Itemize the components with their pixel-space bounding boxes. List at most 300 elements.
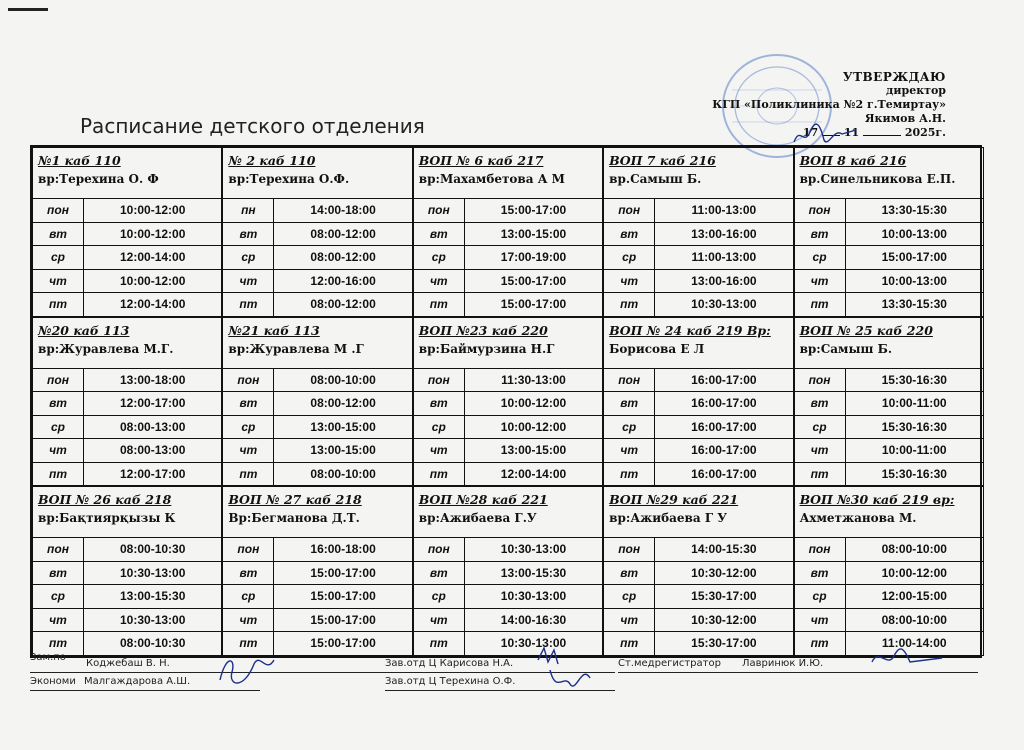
schedule-block <box>603 486 793 656</box>
hours-cell: 16:00-17:00 <box>691 443 757 458</box>
hours-cell: 15:00-17:00 <box>500 203 567 218</box>
hours-cell: 10:30-12:00 <box>691 612 757 627</box>
hours-cell: 15:30-16:30 <box>881 372 947 387</box>
schedule-row <box>604 631 792 655</box>
weekday-cell: ср <box>223 416 274 439</box>
hours-cell: 10:30-13:00 <box>120 565 186 580</box>
weekday-cell: чт <box>795 609 846 632</box>
schedule-block <box>603 147 793 317</box>
schedule-row <box>795 222 983 246</box>
schedule-row <box>604 222 792 246</box>
schedule-row <box>33 391 221 415</box>
weekday-cell: чт <box>33 439 84 462</box>
schedule-row <box>33 631 221 655</box>
schedule-row <box>414 222 602 246</box>
schedule-block <box>32 147 222 317</box>
weekday-cell: пон <box>414 369 465 392</box>
schedule-row <box>414 245 602 269</box>
block-header <box>604 318 792 368</box>
weekday-cell: ср <box>33 585 84 608</box>
doctor-name: вр:Самыш Б. <box>799 341 893 356</box>
weekday-cell: ср <box>414 416 465 439</box>
doctor-name: вр:Бақтиярқызы К <box>38 511 176 525</box>
schedule-row <box>223 368 411 392</box>
schedule-block <box>222 317 412 487</box>
weekday-cell: ср <box>223 246 274 269</box>
schedule-row <box>414 269 602 293</box>
zam-underline <box>30 672 385 673</box>
schedule-row <box>604 462 792 486</box>
hours-cell: 16:00-17:00 <box>691 372 757 387</box>
schedule-row <box>414 608 602 632</box>
weekday-cell: пт <box>223 293 274 316</box>
approval-date-month: 11 <box>843 126 860 139</box>
hours-cell: 08:00-10:00 <box>310 466 376 481</box>
zav1-label: Зав.отд Ц Карисова Н.А. <box>385 658 514 669</box>
hours-cell: 08:00-12:00 <box>310 297 376 312</box>
schedule-block <box>413 486 603 656</box>
hours-cell: 10:00-12:00 <box>500 396 567 411</box>
schedule-block <box>32 317 222 487</box>
weekday-cell: ср <box>414 246 465 269</box>
schedule-row <box>33 292 221 316</box>
weekday-cell: пт <box>414 632 465 655</box>
hours-cell: 15:00-17:00 <box>500 297 567 312</box>
schedule-row <box>223 222 411 246</box>
hours-cell: 13:00-15:30 <box>120 589 186 604</box>
weekday-cell: вт <box>795 392 846 415</box>
block-header <box>223 318 411 368</box>
block-header <box>33 318 221 368</box>
weekday-cell: пт <box>795 632 846 655</box>
hours-cell: 14:00-18:00 <box>310 203 376 218</box>
hours-cell: 13:00-16:00 <box>691 273 757 288</box>
hours-cell: 15:00-17:00 <box>500 273 567 288</box>
schedule-row <box>33 198 221 222</box>
schedule-row <box>33 269 221 293</box>
doctor-name: вр:Журавлева М.Г. <box>38 341 174 356</box>
doctor-name: вр.Синельникова Е.П. <box>799 172 956 186</box>
weekday-cell: пон <box>414 538 465 561</box>
schedule-row <box>414 198 602 222</box>
block-header <box>414 487 602 537</box>
approval-date-day: 17 <box>802 126 819 139</box>
schedule-row <box>223 391 411 415</box>
weekday-cell: чт <box>33 270 84 293</box>
schedule-row <box>795 561 983 585</box>
hours-cell: 10:00-12:00 <box>120 273 186 288</box>
doctor-name: Вр:Бегманова Д.Т. <box>228 511 360 525</box>
weekday-cell: чт <box>795 439 846 462</box>
block-header <box>604 487 792 537</box>
schedule-row <box>795 537 983 561</box>
schedule-row <box>604 292 792 316</box>
schedule-row <box>414 462 602 486</box>
weekday-cell: чт <box>223 270 274 293</box>
weekday-cell: пон <box>604 538 655 561</box>
schedule-row <box>604 245 792 269</box>
weekday-cell: чт <box>604 270 655 293</box>
weekday-cell: пон <box>795 538 846 561</box>
weekday-cell: пт <box>795 463 846 486</box>
hours-cell: 11:00-13:00 <box>691 250 757 265</box>
doctor-name: вр:Терехина О. Ф <box>38 172 159 186</box>
hours-cell: 11:00-13:00 <box>691 203 757 218</box>
hours-cell: 12:00-14:00 <box>120 250 186 265</box>
schedule-row <box>223 245 411 269</box>
weekday-cell: вт <box>604 562 655 585</box>
schedule-row <box>604 415 792 439</box>
weekday-cell: пон <box>33 538 84 561</box>
schedule-row <box>33 245 221 269</box>
hours-cell: 10:00-12:00 <box>120 226 186 241</box>
signature-footer <box>30 652 982 696</box>
weekday-cell: вт <box>795 223 846 246</box>
doctor-name: вр:Баймурзина Н.Г <box>418 341 555 356</box>
weekday-cell: пт <box>223 632 274 655</box>
schedule-row <box>604 438 792 462</box>
doctor-name: вр:Журавлева М .Г <box>228 341 364 356</box>
registrar-signature <box>866 646 946 672</box>
schedule-row <box>414 561 602 585</box>
weekday-cell: пт <box>33 293 84 316</box>
weekday-cell: пн <box>223 199 274 222</box>
schedule-block <box>794 147 984 317</box>
approval-title: УТВЕРЖДАЮ <box>842 70 946 84</box>
hours-cell: 12:00-17:00 <box>120 466 186 481</box>
schedule-row <box>33 561 221 585</box>
hours-cell: 15:30-16:30 <box>881 466 947 481</box>
schedule-row <box>414 368 602 392</box>
schedule-row <box>604 269 792 293</box>
zam-signature <box>210 650 280 694</box>
hours-cell: 13:00-15:30 <box>500 565 567 580</box>
schedule-row <box>33 537 221 561</box>
doctor-name: Ахметжанова М. <box>799 511 917 525</box>
schedule-row <box>223 537 411 561</box>
weekday-cell: вт <box>604 223 655 246</box>
weekday-cell: пт <box>33 632 84 655</box>
zam-name: Коджебаш В. Н. <box>86 658 170 669</box>
hours-cell: 08:00-12:00 <box>310 250 376 265</box>
schedule-block <box>413 317 603 487</box>
hours-cell: 16:00-18:00 <box>310 542 376 557</box>
hours-cell: 15:30-17:00 <box>691 589 757 604</box>
schedule-row <box>604 608 792 632</box>
schedule-row <box>223 438 411 462</box>
hours-cell: 12:00-14:00 <box>120 297 186 312</box>
weekday-cell: пт <box>33 463 84 486</box>
block-header <box>33 487 221 537</box>
schedule-block <box>222 147 412 317</box>
doctor-name: вр.Самыш Б. <box>609 172 702 186</box>
hours-cell: 08:00-10:00 <box>310 372 376 387</box>
hours-cell: 08:00-10:30 <box>120 542 186 557</box>
schedule-row <box>414 584 602 608</box>
schedule-row <box>795 584 983 608</box>
hours-cell: 08:00-10:30 <box>120 636 186 651</box>
weekday-cell: вт <box>414 392 465 415</box>
schedule-row <box>414 415 602 439</box>
hours-cell: 13:00-15:00 <box>310 443 376 458</box>
weekday-cell: чт <box>604 609 655 632</box>
block-header <box>414 148 602 198</box>
cabinet-label: ВОП № 26 каб 218 <box>38 492 172 507</box>
weekday-cell: пон <box>33 369 84 392</box>
cabinet-label: №21 каб 113 <box>228 322 320 338</box>
schedule-row <box>795 415 983 439</box>
hours-cell: 15:00-17:00 <box>310 565 376 580</box>
cabinet-label: ВОП №28 каб 221 <box>418 492 548 507</box>
weekday-cell: ср <box>33 246 84 269</box>
schedule-row <box>795 245 983 269</box>
doctor-name: вр:Терехина О.Ф. <box>228 172 350 186</box>
hours-cell: 13:00-18:00 <box>120 372 186 387</box>
weekday-cell: чт <box>414 609 465 632</box>
hours-cell: 10:30-13:00 <box>500 636 567 651</box>
schedule-row <box>795 368 983 392</box>
schedule-row <box>33 222 221 246</box>
hours-cell: 10:00-11:00 <box>881 443 947 458</box>
weekday-cell: ср <box>223 585 274 608</box>
hours-cell: 10:00-12:00 <box>120 203 186 218</box>
block-header <box>604 148 792 198</box>
cabinet-label: ВОП 8 каб 216 <box>799 153 907 168</box>
hours-cell: 10:00-11:00 <box>881 396 947 411</box>
schedule-block <box>603 317 793 487</box>
weekday-cell: пон <box>223 369 274 392</box>
hours-cell: 10:30-13:00 <box>691 297 757 312</box>
hours-cell: 12:00-15:00 <box>881 589 947 604</box>
hours-cell: 12:00-14:00 <box>500 466 567 481</box>
hours-cell: 08:00-10:00 <box>881 542 947 557</box>
hours-cell: 11:30-13:00 <box>501 372 566 387</box>
weekday-cell: ср <box>795 246 846 269</box>
weekday-cell: вт <box>604 392 655 415</box>
schedule-row <box>795 462 983 486</box>
hours-cell: 15:30-17:00 <box>691 636 757 651</box>
weekday-cell: ср <box>795 416 846 439</box>
weekday-cell: чт <box>795 270 846 293</box>
weekday-cell: вт <box>33 392 84 415</box>
doctor-name: вр:Ажибаева Г У <box>609 511 728 525</box>
approval-role: директор <box>886 84 946 97</box>
cabinet-label: ВОП 7 каб 216 <box>609 153 716 168</box>
doctor-name: вр:Махамбетова А М <box>418 172 565 186</box>
cabinet-label: ВОП № 25 каб 220 <box>799 322 933 338</box>
weekday-cell: ср <box>604 585 655 608</box>
weekday-cell: вт <box>33 562 84 585</box>
econ-label: Экономи <box>30 676 76 687</box>
schedule-row <box>223 198 411 222</box>
schedule-row <box>414 391 602 415</box>
registrar-underline <box>618 672 978 673</box>
weekday-cell: пон <box>604 199 655 222</box>
weekday-cell: пон <box>223 538 274 561</box>
doctor-name: Борисова Е Л <box>609 341 705 356</box>
hours-cell: 10:00-13:00 <box>881 273 947 288</box>
schedule-row <box>414 438 602 462</box>
hours-cell: 14:00-15:30 <box>691 542 757 557</box>
cabinet-label: №20 каб 113 <box>38 322 130 338</box>
weekday-cell: пт <box>795 293 846 316</box>
weekday-cell: ср <box>33 416 84 439</box>
weekday-cell: пон <box>604 369 655 392</box>
schedule-row <box>795 269 983 293</box>
weekday-cell: чт <box>414 270 465 293</box>
approval-name: Якимов А.Н. <box>864 112 946 125</box>
schedule-row <box>414 292 602 316</box>
hours-cell: 13:00-16:00 <box>691 226 757 241</box>
weekday-cell: пт <box>604 463 655 486</box>
hours-cell: 10:00-12:00 <box>881 565 947 580</box>
hours-cell: 10:00-12:00 <box>500 419 567 434</box>
weekday-cell: вт <box>414 223 465 246</box>
schedule-row <box>414 537 602 561</box>
schedule-row <box>223 292 411 316</box>
weekday-cell: вт <box>795 562 846 585</box>
hours-cell: 15:00-17:00 <box>881 250 947 265</box>
schedule-row <box>223 608 411 632</box>
hours-cell: 15:00-17:00 <box>310 612 376 627</box>
schedule-grid <box>30 145 982 658</box>
schedule-block <box>413 147 603 317</box>
schedule-row <box>33 438 221 462</box>
cabinet-label: ВОП №30 каб 219 вр: <box>799 492 955 507</box>
hours-cell: 16:00-17:00 <box>691 466 757 481</box>
weekday-cell: ср <box>604 416 655 439</box>
weekday-cell: вт <box>223 392 274 415</box>
registrar-label: Ст.медрегистратор <box>618 658 721 669</box>
weekday-cell: пон <box>414 199 465 222</box>
hours-cell: 10:00-13:00 <box>881 226 947 241</box>
document-title: Расписание детского отделения <box>80 114 425 138</box>
weekday-cell: ср <box>414 585 465 608</box>
zav-signature <box>530 644 600 700</box>
schedule-row <box>33 608 221 632</box>
schedule-row <box>223 269 411 293</box>
hours-cell: 13:30-15:30 <box>881 297 947 312</box>
weekday-cell: чт <box>223 609 274 632</box>
schedule-row <box>33 584 221 608</box>
hours-cell: 10:30-13:00 <box>120 612 186 627</box>
weekday-cell: чт <box>604 439 655 462</box>
block-header <box>414 318 602 368</box>
schedule-row <box>795 198 983 222</box>
block-header <box>795 318 983 368</box>
block-header <box>223 487 411 537</box>
weekday-cell: пон <box>33 199 84 222</box>
weekday-cell: ср <box>604 246 655 269</box>
hours-cell: 15:00-17:00 <box>310 589 376 604</box>
weekday-cell: пон <box>795 369 846 392</box>
schedule-row <box>604 391 792 415</box>
cabinet-label: ВОП № 27 каб 218 <box>228 492 362 507</box>
schedule-row <box>604 198 792 222</box>
weekday-cell: вт <box>33 223 84 246</box>
doctor-name: вр:Ажибаева Г.У <box>418 511 537 525</box>
registrar-name: Лавринюк И.Ю. <box>742 658 824 669</box>
hours-cell: 08:00-10:00 <box>881 612 947 627</box>
schedule-row <box>223 584 411 608</box>
schedule-row <box>33 368 221 392</box>
hours-cell: 12:00-16:00 <box>310 273 376 288</box>
cabinet-label: ВОП №29 каб 221 <box>609 492 739 507</box>
schedule-row <box>604 584 792 608</box>
weekday-cell: пт <box>223 463 274 486</box>
schedule-row <box>604 368 792 392</box>
schedule-block <box>794 486 984 656</box>
weekday-cell: чт <box>33 609 84 632</box>
hours-cell: 10:30-13:00 <box>500 542 567 557</box>
econ-name: Малгаждарова А.Ш. <box>84 676 191 687</box>
hours-cell: 12:00-17:00 <box>120 396 186 411</box>
zav2-label: Зав.отд Ц Терехина О.Ф. <box>385 676 516 687</box>
cabinet-label: № 2 каб 110 <box>228 153 316 168</box>
cabinet-label: №1 каб 110 <box>38 153 121 168</box>
cabinet-label: ВОП №23 каб 220 <box>418 322 548 338</box>
block-header <box>795 148 983 198</box>
hours-cell: 15:30-16:30 <box>881 419 947 434</box>
schedule-row <box>795 438 983 462</box>
hours-cell: 17:00-19:00 <box>500 250 567 265</box>
block-header <box>33 148 221 198</box>
hours-cell: 08:00-13:00 <box>120 443 186 458</box>
approval-org: КГП «Поликлиника №2 г.Темиртау» <box>712 98 946 111</box>
hours-cell: 15:00-17:00 <box>310 636 376 651</box>
weekday-cell: вт <box>223 223 274 246</box>
hours-cell: 16:00-17:00 <box>691 419 757 434</box>
schedule-row <box>223 415 411 439</box>
cabinet-label: ВОП № 6 каб 217 <box>418 153 544 168</box>
schedule-block <box>794 317 984 487</box>
hours-cell: 13:00-15:00 <box>310 419 376 434</box>
weekday-cell: пт <box>604 632 655 655</box>
schedule-block <box>32 486 222 656</box>
weekday-cell: пон <box>795 199 846 222</box>
schedule-row <box>223 561 411 585</box>
hours-cell: 08:00-12:00 <box>310 396 376 411</box>
hours-cell: 16:00-17:00 <box>691 396 757 411</box>
schedule-row <box>223 462 411 486</box>
schedule-row <box>33 462 221 486</box>
schedule-row <box>795 608 983 632</box>
weekday-cell: ср <box>795 585 846 608</box>
weekday-cell: пт <box>414 293 465 316</box>
hours-cell: 13:00-15:00 <box>500 443 567 458</box>
schedule-row <box>795 391 983 415</box>
weekday-cell: пт <box>604 293 655 316</box>
weekday-cell: чт <box>414 439 465 462</box>
schedule-row <box>604 537 792 561</box>
hours-cell: 10:30-13:00 <box>500 589 567 604</box>
cabinet-label: ВОП № 24 каб 219 Вр: <box>609 322 771 338</box>
weekday-cell: чт <box>223 439 274 462</box>
block-header <box>795 487 983 537</box>
schedule-row <box>604 561 792 585</box>
page-edge-mark <box>8 8 48 11</box>
block-header <box>223 148 411 198</box>
approval-date-year: 2025г. <box>904 126 946 139</box>
hours-cell: 08:00-12:00 <box>310 226 376 241</box>
hours-cell: 08:00-13:00 <box>120 419 186 434</box>
schedule-block <box>222 486 412 656</box>
weekday-cell: вт <box>223 562 274 585</box>
schedule-row <box>795 292 983 316</box>
schedule-row <box>33 415 221 439</box>
hours-cell: 10:30-12:00 <box>691 565 757 580</box>
hours-cell: 13:00-15:00 <box>500 226 567 241</box>
